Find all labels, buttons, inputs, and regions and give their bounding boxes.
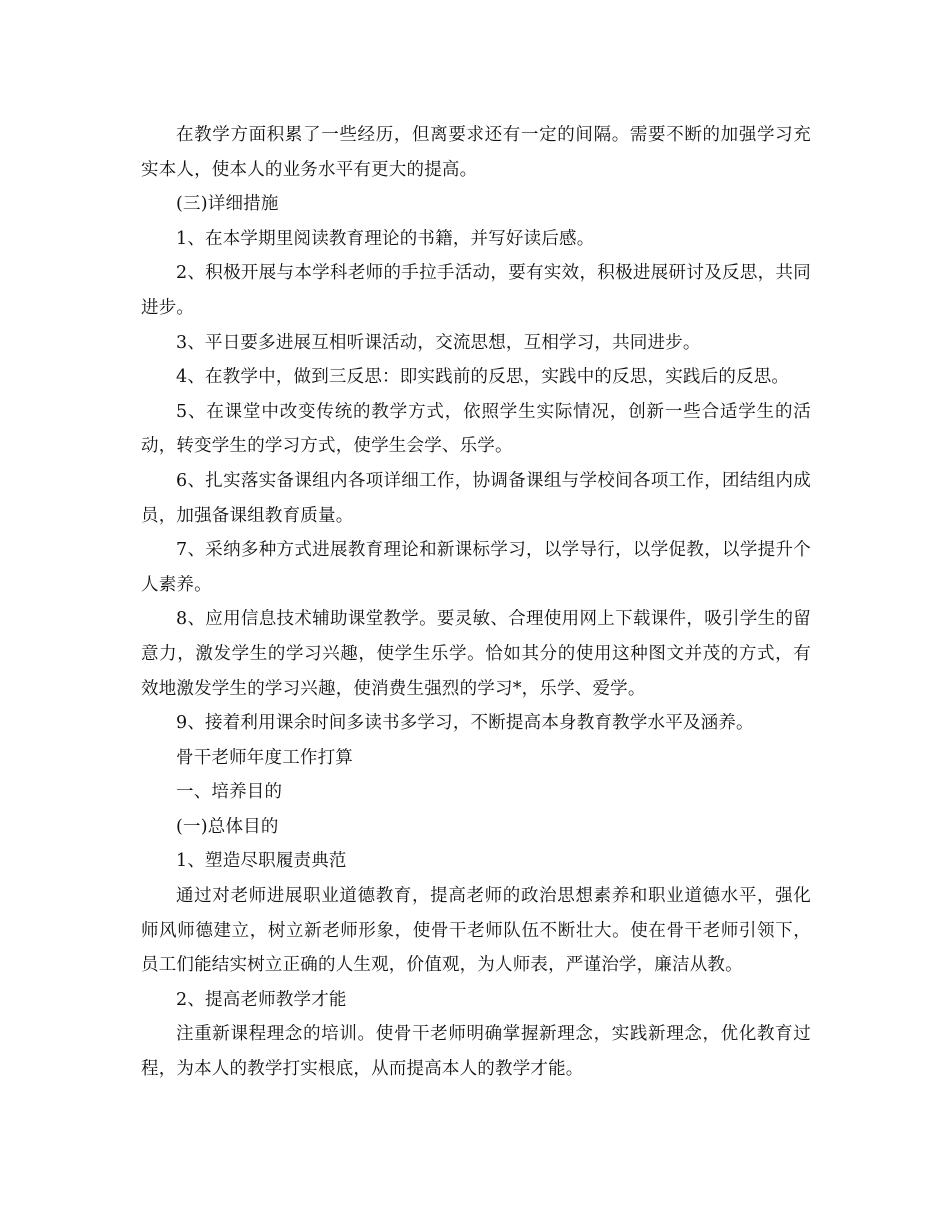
list-item: 5、在课堂中改变传统的教学方式，依照学生实际情况，创新一些合适学生的活动，转变学生的学习方式，使学生会学、乐学。 [141,401,811,457]
document-title: 骨干老师年度工作打算 [176,747,353,768]
item-heading: 2、提高老师教学才能 [176,989,347,1010]
subsection-heading-overall-goals: (一)总体目的 [176,816,279,837]
list-item: 1、在本学期里阅读教育理论的书籍，并写好读后感。 [176,228,595,249]
document-body [141,118,811,1087]
list-item: 2、积极开展与本学科老师的手拉手活动，要有实效，积极进展研讨及反思，共同进步。 [141,263,811,318]
list-item: 4、在教学中，做到三反思：即实践前的反思，实践中的反思，实践后的反思。 [176,367,790,388]
list-item: 9、接着利用课余时间多读书多学习，不断提高本身教育教学水平及涵养。 [176,713,754,734]
paragraph: 通过对老师进展职业道德教育，提高老师的政治思想素养和职业道德水平，强化师风师德建立，树立新老师形象，使骨干老师队伍不断壮大。使在骨干老师引领下，员工们能结实树立正确的人生观，价值观，为人师表，严谨治学，廉洁从教。 [141,886,811,976]
item-heading: 1、塑造尽职履责典范 [176,851,347,872]
list-item: 7、采纳多种方式进展教育理论和新课标学习，以学导行，以学促教，以学提升个人素养。 [141,540,811,595]
paragraph: 在教学方面积累了一些经历，但离要求还有一定的间隔。需要不断的加强学习充实本人，使本人的业务水平有更大的提高。 [141,125,811,180]
list-item: 3、平日要多进展互相听课活动，交流思想，互相学习，共同进步。 [176,332,701,353]
paragraph: 注重新课程理念的培训。使骨干老师明确掌握新理念，实践新理念，优化教育过程，为本人的教学打实根底，从而提高本人的教学才能。 [141,1024,811,1080]
section-heading-goals: 一、培养目的 [176,782,283,803]
list-item: 6、扎实落实备课组内各项详细工作，协调备课组与学校间各项工作，团结组内成员，加强备课组教育质量。 [141,470,811,526]
list-item: 8、应用信息技术辅助课堂教学。要灵敏、合理使用网上下载课件，吸引学生的留意力，激发学生的学习兴趣，使学生乐学。恰如其分的使用这种图文并茂的方式，有效地激发学生的学习兴趣，使消费生强烈的学习*，乐学、爱学。 [141,609,811,699]
section-heading-measures: (三)详细措施 [176,194,279,215]
